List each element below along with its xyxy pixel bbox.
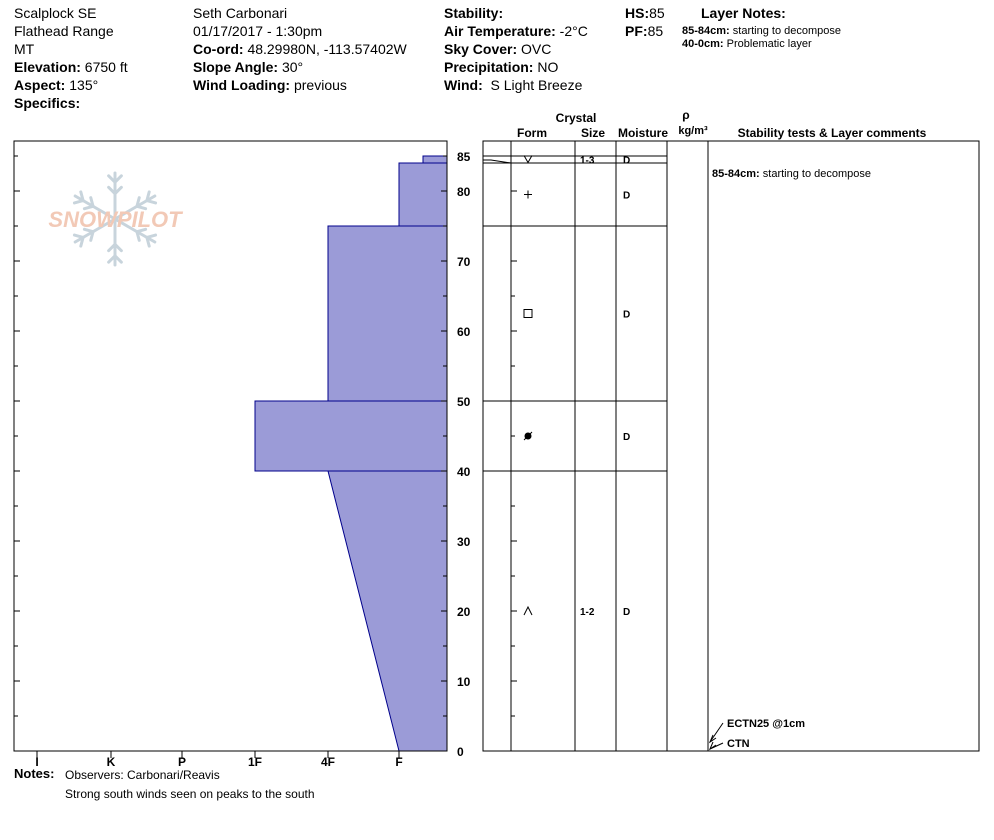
date-time: 01/17/2017 - 1:30pm <box>193 23 323 39</box>
layer-note-1-range: 85-84cm: <box>682 25 730 37</box>
crystal-size: 1-3 <box>580 155 595 167</box>
hardness-tick-label: 1F <box>247 755 263 769</box>
layer-note-2-text: Problematic layer <box>726 38 812 50</box>
hardness-tick-label: I <box>35 755 39 769</box>
stability-test-arrow <box>710 723 723 742</box>
hardness-tick-label: P <box>177 755 187 769</box>
depth-tick-label: 30 <box>457 535 471 549</box>
notes-label: Notes: <box>14 766 55 781</box>
stability-test-label: CTN <box>727 738 750 750</box>
depth-tick-label: 70 <box>457 255 471 269</box>
rho-header: ρ <box>682 108 690 122</box>
sky-label: Sky Cover: <box>444 41 518 57</box>
moisture-value: D <box>623 155 631 167</box>
depth-tick-label: 20 <box>457 605 471 619</box>
location-name: Scalplock SE <box>14 5 97 21</box>
moisture-value: D <box>623 190 631 202</box>
logo-text: SNOWPILOT <box>48 207 182 232</box>
snowpilot-logo <box>48 173 183 265</box>
layer-row <box>524 607 630 618</box>
layer-row <box>524 191 630 202</box>
layer-note-2-range: 40-0cm: <box>682 38 724 50</box>
hardness-axis <box>35 751 402 769</box>
layer-comment-text: starting to decompose <box>762 168 871 180</box>
moisture-header: Moisture <box>617 126 669 140</box>
slope-label: Slope Angle: <box>193 59 279 75</box>
layer-comment <box>712 168 871 180</box>
layer-table-grid <box>483 141 708 751</box>
depth-tick-label: 60 <box>457 325 471 339</box>
moisture-value: D <box>623 432 631 443</box>
layer-row <box>524 156 630 167</box>
moisture-value: D <box>623 607 631 618</box>
crystal-form-depth-hoar-icon <box>524 607 532 615</box>
aspect-value: 135° <box>69 77 99 93</box>
observer-name: Seth Carbonari <box>193 5 288 21</box>
specifics-label: Specifics: <box>14 95 81 111</box>
top-tick-marks <box>37 141 402 147</box>
hardness-tick-label: F <box>395 755 403 769</box>
coord-label: Co-ord: <box>193 41 244 57</box>
stability-test-label: ECTN25 @1cm <box>727 718 805 730</box>
state-name: MT <box>14 41 35 57</box>
hardness-layer <box>328 226 447 401</box>
layer-table-rows <box>524 156 630 619</box>
hardness-tick-label: K <box>106 755 116 769</box>
snowflake-branch <box>74 201 83 203</box>
layer-row <box>524 310 630 321</box>
hardness-profile <box>255 156 447 751</box>
pf-value: 85 <box>647 23 664 39</box>
elevation-value: 6750 ft <box>84 59 128 75</box>
coord-value: 48.29980N, -113.57402W <box>247 41 407 57</box>
stability-tests <box>710 718 805 750</box>
notes-line-2: Strong south winds seen on peaks to the south <box>65 787 315 801</box>
layer-comment-range: 85-84cm: <box>712 168 763 180</box>
depth-tick-label: 40 <box>457 465 471 479</box>
stability-header: Stability tests & Layer comments <box>737 126 927 140</box>
wind-loading-label: Wind Loading: <box>193 77 291 93</box>
stability-label: Stability: <box>444 5 504 21</box>
layer-table-frame <box>483 141 979 751</box>
depth-tick-label: 50 <box>457 395 471 409</box>
wind-value: S Light Breeze <box>490 77 583 93</box>
hardness-tick-label: 4F <box>320 755 336 769</box>
sky-value: OVC <box>521 41 552 57</box>
air-temp-value: -2°C <box>559 23 588 39</box>
hardness-layer <box>399 163 447 226</box>
depth-tick-label: 80 <box>457 185 471 199</box>
precip-label: Precipitation: <box>444 59 534 75</box>
hardness-layer <box>255 401 447 471</box>
crystal-size: 1-2 <box>580 607 595 618</box>
moisture-value: D <box>623 309 631 321</box>
wind-loading-value: previous <box>293 77 347 93</box>
elevation-label: Elevation: <box>14 59 81 75</box>
crystal-header: Crystal <box>555 111 597 125</box>
depth-tick-label: 0 <box>457 745 464 759</box>
wind-label: Wind: <box>444 77 483 93</box>
density-unit-header: kg/m³ <box>678 125 708 137</box>
range-name: Flathead Range <box>14 23 114 39</box>
hardness-layer <box>423 156 447 163</box>
layer-comments <box>712 168 871 180</box>
table-headers <box>517 108 927 140</box>
size-header: Size <box>580 126 606 140</box>
hs-label: HS: <box>625 5 650 21</box>
layer-row <box>524 432 630 443</box>
layer-notes-label: Layer Notes: <box>701 5 786 21</box>
aspect-label: Aspect: <box>14 77 66 93</box>
pf-label: PF: <box>625 23 648 39</box>
hs-value: 85 <box>649 5 665 21</box>
crystal-form-facets-icon <box>524 156 532 163</box>
slope-value: 30° <box>281 59 304 75</box>
precip-value: NO <box>537 59 559 75</box>
form-header: Form <box>517 126 547 140</box>
notes-line-1: Observers: Carbonari/Reavis <box>65 768 220 782</box>
crystal-form-faceted-icon <box>524 310 532 318</box>
depth-tick-label: 10 <box>457 675 471 689</box>
air-temp-label: Air Temperature: <box>444 23 556 39</box>
snowflake-branch <box>147 235 156 237</box>
hardness-layer <box>328 471 447 751</box>
depth-tick-label: 85 <box>457 150 471 164</box>
layer-note-1-text: starting to decompose <box>732 25 841 37</box>
